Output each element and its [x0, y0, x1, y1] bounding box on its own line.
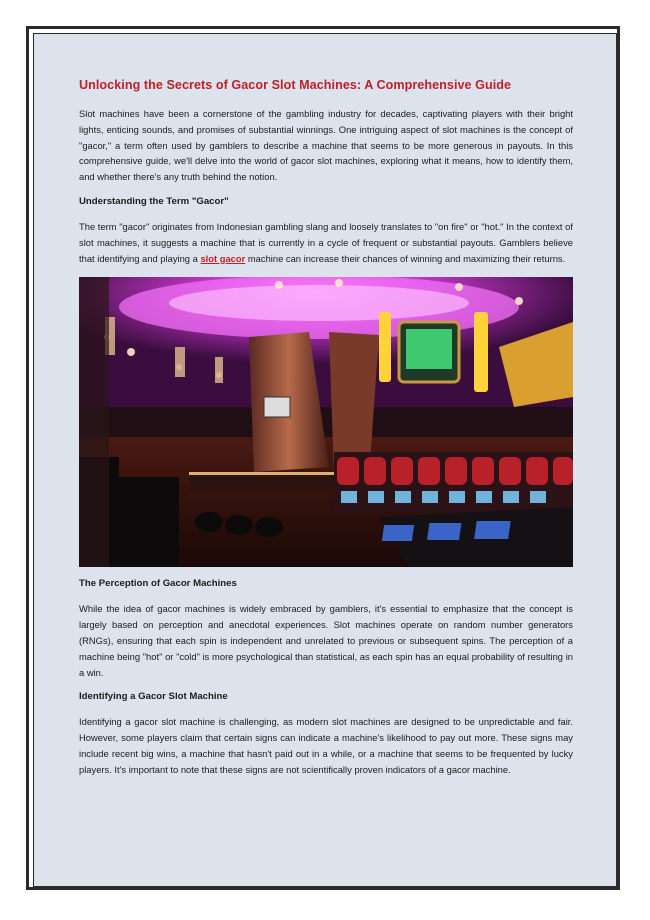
understanding-text-1: The term "gacor" originates from Indonesian gambling slang and loosely translates to "on fire" or "hot." In the context of slot machines, it suggests a machine that is currently in a cycle of frequent or substantial payouts. Gamblers believe that identifying and playing a	[79, 220, 573, 264]
section-heading-perception: The Perception of Gacor Machines	[79, 578, 237, 590]
understanding-paragraph	[79, 219, 573, 266]
understanding-text-2: machine can increase their chances of winning and maximizing their returns.	[245, 252, 566, 264]
casino-photo	[79, 277, 573, 567]
section-heading-understanding: Understanding the Term "Gacor"	[79, 195, 229, 207]
slot-gacor-link[interactable]: slot gacor	[200, 252, 246, 264]
section-heading-identifying: Identifying a Gacor Slot Machine	[79, 691, 228, 703]
intro-paragraph: Slot machines have been a cornerstone of the gambling industry for decades, captivating players with their bright lights, enticing sounds, and promises of substantial winnings. One intriguing aspect of slot machines is the concept of "gacor," a term often used by gamblers to describe a machine that seems to be more generous in payouts. In this comprehensive guide, we'll delve into the world of gacor slot machines, exploring what it means, how to identify them, and whether there's any truth behind the notion.	[79, 108, 573, 183]
identifying-paragraph: Identifying a gacor slot machine is challenging, as modern slot machines are designed to be unpredictable and fair. However, some players claim that certain signs can indicate a machine's likelihood to pay out more. These signs may include recent big wins, a machine that hasn't paid out in a while, or a machine that seems to be frequented by lucky players. It's important to note that these signs are not scientifically proven indicators of a gacor machine.	[79, 716, 573, 775]
perception-paragraph: While the idea of gacor machines is widely embraced by gamblers, it's essential to emphasize that the concept is largely based on perception and anecdotal experiences. Slot machines operate on random number generators (RNGs), ensuring that each spin is independent and unrelated to previous or subsequent spins. The perception of a machine being "hot" or "cold" is more psychological than statistical, as each spin has an equal probability of resulting in a win.	[79, 603, 573, 678]
article	[79, 78, 573, 789]
article-title: Unlocking the Secrets of Gacor Slot Machines: A Comprehensive Guide	[79, 78, 512, 92]
